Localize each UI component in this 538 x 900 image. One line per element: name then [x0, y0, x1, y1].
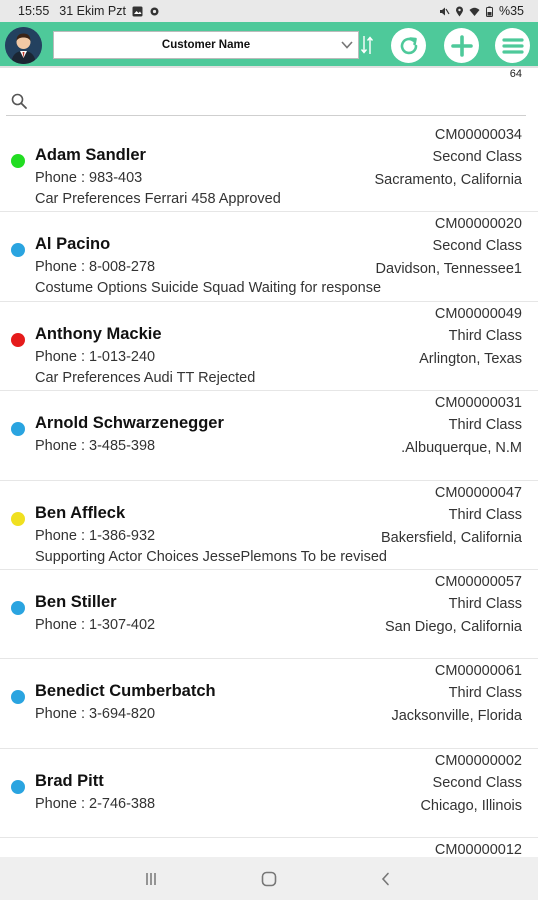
customer-phone: Phone : 1-013-240	[35, 348, 156, 365]
customer-class: Third Class	[448, 417, 522, 434]
customer-name: Anthony Mackie	[35, 324, 162, 343]
list-item[interactable]	[0, 838, 538, 857]
customer-city: Chicago, Illinois	[420, 797, 522, 814]
customer-code: CM00000002	[434, 752, 522, 769]
customer-code: CM00000034	[434, 127, 522, 143]
plus-icon	[450, 34, 474, 58]
app-bar	[0, 22, 538, 68]
customer-name: Al Pacino	[35, 235, 111, 254]
list-item[interactable]	[0, 391, 538, 480]
sort-field-select[interactable]	[53, 31, 359, 59]
customer-city: San Diego, California	[384, 618, 522, 635]
customer-class: Third Class	[448, 595, 522, 612]
status-dot	[11, 333, 25, 347]
customer-phone: Phone : 1-386-932	[35, 527, 156, 544]
add-customer-button[interactable]	[444, 28, 479, 63]
recent-apps-button[interactable]	[141, 869, 161, 889]
customer-name: Benedict Cumberbatch	[35, 682, 216, 701]
customer-class: Second Class	[432, 238, 522, 255]
customer-code: CM00000020	[434, 216, 522, 233]
app-bar-divider	[0, 66, 538, 68]
customer-note: Car Preferences Ferrari 458 Approved	[35, 191, 281, 207]
refresh-button[interactable]	[391, 28, 426, 63]
list-item[interactable]	[0, 212, 538, 301]
status-dot	[11, 601, 25, 615]
chevron-down-icon	[340, 39, 354, 51]
status-bar	[0, 0, 538, 22]
customer-city: Sacramento, California	[374, 172, 522, 188]
list-item[interactable]	[0, 302, 538, 391]
settings-icon	[149, 6, 160, 17]
search-bar[interactable]	[6, 86, 526, 116]
customer-phone: Phone : 2-746-388	[35, 795, 156, 812]
customer-phone: Phone : 983-403	[35, 170, 143, 186]
customer-code: CM00000061	[434, 663, 522, 680]
wifi-icon	[469, 6, 480, 17]
gallery-icon	[132, 6, 143, 17]
search-icon	[10, 92, 28, 110]
list-item[interactable]	[0, 570, 538, 659]
status-dot	[11, 243, 25, 257]
customer-phone: Phone : 8-008-278	[35, 259, 156, 276]
location-icon	[454, 6, 465, 17]
customer-name: Ben Affleck	[35, 503, 126, 522]
battery-percent: %35	[498, 4, 524, 18]
hamburger-menu-icon	[501, 34, 525, 58]
customer-class: Third Class	[448, 327, 522, 344]
customer-city: Arlington, Texas	[419, 350, 522, 367]
search-input[interactable]	[34, 88, 526, 114]
refresh-icon	[397, 34, 421, 58]
customer-count: 64	[509, 68, 522, 80]
battery-icon	[484, 6, 495, 17]
customer-note: Car Preferences Audi TT Rejected	[35, 369, 256, 386]
sort-field-label: Customer Name	[161, 39, 251, 51]
customer-class: Third Class	[448, 506, 522, 523]
customer-city: Bakersfield, California	[380, 529, 522, 546]
back-icon	[378, 871, 394, 887]
customer-phone: Phone : 3-694-820	[35, 706, 156, 723]
status-dot	[11, 154, 25, 168]
customer-note: Supporting Actor Choices JessePlemons To be revised	[35, 548, 387, 565]
avatar[interactable]	[5, 27, 42, 64]
home-button[interactable]	[259, 869, 279, 889]
customer-code: CM00000057	[434, 573, 522, 590]
customer-name: Ben Stiller	[35, 592, 117, 611]
customer-city: Davidson, Tennessee1	[375, 261, 522, 278]
status-time: 15:55	[18, 4, 50, 18]
customer-city: Jacksonville, Florida	[391, 708, 522, 725]
customer-code: CM00000012	[434, 842, 522, 857]
recent-apps-icon	[143, 871, 159, 887]
customer-class: Second Class	[432, 774, 522, 791]
customer-phone: Phone : 3-485-398	[35, 438, 156, 455]
customer-list	[0, 123, 538, 857]
customer-city: Albuquerque, N.M.	[401, 440, 522, 457]
status-dot	[11, 690, 25, 704]
customer-name: Adam Sandler	[35, 146, 146, 164]
customer-phone: Phone : 1-307-402	[35, 616, 156, 633]
status-dot	[11, 422, 25, 436]
list-item[interactable]	[0, 659, 538, 748]
customer-class: Third Class	[448, 685, 522, 702]
customer-name: Brad Pitt	[35, 771, 104, 790]
back-button[interactable]	[376, 869, 396, 889]
customer-class: Second Class	[432, 149, 522, 165]
system-nav-bar	[0, 857, 538, 900]
menu-button[interactable]	[495, 28, 530, 63]
customer-code: CM00000047	[434, 484, 522, 501]
mute-icon	[439, 6, 450, 17]
customer-note: Costume Options Suicide Squad Waiting for response	[35, 280, 382, 297]
customer-name: Arnold Schwarzenegger	[35, 414, 224, 433]
status-date: 31 Ekim Pzt	[59, 4, 126, 18]
status-dot	[11, 512, 25, 526]
sort-arrows-icon[interactable]	[360, 34, 374, 56]
list-item[interactable]	[0, 481, 538, 570]
customer-code: CM00000031	[434, 395, 522, 412]
status-dot	[11, 780, 25, 794]
home-icon	[260, 870, 278, 888]
person-avatar-icon	[5, 27, 42, 64]
list-item[interactable]	[0, 123, 538, 212]
customer-code: CM00000049	[434, 305, 522, 322]
list-item[interactable]	[0, 749, 538, 838]
